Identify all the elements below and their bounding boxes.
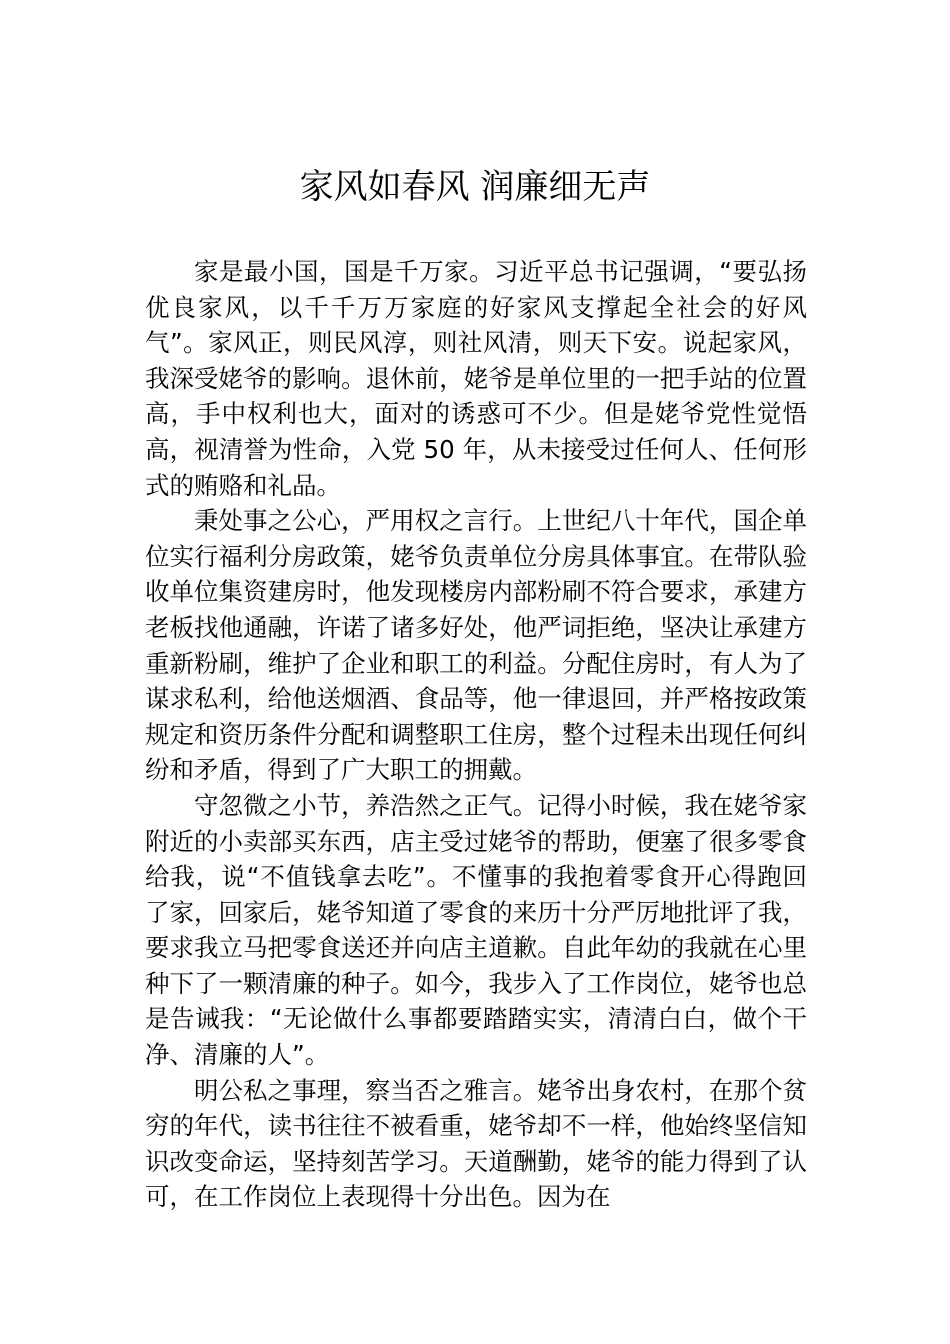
paragraph-3: 守忽微之小节，养浩然之正气。记得小时候，我在姥爷家附近的小卖部买东西，店主受过姥爷的帮助，便塞了很多零食给我，说“不值钱拿去吃”。不懂事的我抱着零食开心得跑回了家，回家后，姥爷知道了零食的来历十分严厉地批评了我，要求我立马把零食送还并向店主道歉。自此年幼的我就在心里种下了一颗清廉的种子。如今，我步入了工作岗位，姥爷也总是告诫我：“无论做什么事都要踏踏实实，清清白白，做个干净、清廉的人”。 (145, 790, 807, 1070)
paragraph-1: 家是最小国，国是千万家。习近平总书记强调，“要弘扬优良家风，以千千万万家庭的好家风支撑起全社会的好风气”。家风正，则民风淳，则社风清，则天下安。说起家风，我深受姥爷的影响。退休前，姥爷是单位里的一把手站的位置高，手中权利也大，面对的诱惑可不少。但是姥爷党性觉悟高，视清誉为性命，入党 50 年，从未接受过任何人、任何形式的贿赂和礼品。 (145, 257, 807, 500)
paragraph-4: 明公私之事理，察当否之雅言。姥爷出身农村，在那个贫穷的年代，读书往往不被看重，姥爷却不一样，他始终坚信知识改变命运，坚持刻苦学习。天道酬勤，姥爷的能力得到了认可，在工作岗位上表现得十分出色。因为在 (145, 1075, 807, 1212)
document-body (145, 254, 807, 1215)
paragraph-2: 秉处事之公心，严用权之言行。上世纪八十年代，国企单位实行福利分房政策，姥爷负责单位分房具体事宜。在带队验收单位集资建房时，他发现楼房内部粉刷不符合要求，承建方老板找他通融，许诺了诸多好处，他严词拒绝，坚决让承建方重新粉刷，维护了企业和职工的利益。分配住房时，有人为了谋求私利，给他送烟酒、食品等，他一律退回，并严格按政策规定和资历条件分配和调整职工住房，整个过程未出现任何纠纷和矛盾，得到了广大职工的拥戴。 (145, 506, 807, 785)
page-title: 家风如春风 润廉细无声 (299, 167, 651, 207)
